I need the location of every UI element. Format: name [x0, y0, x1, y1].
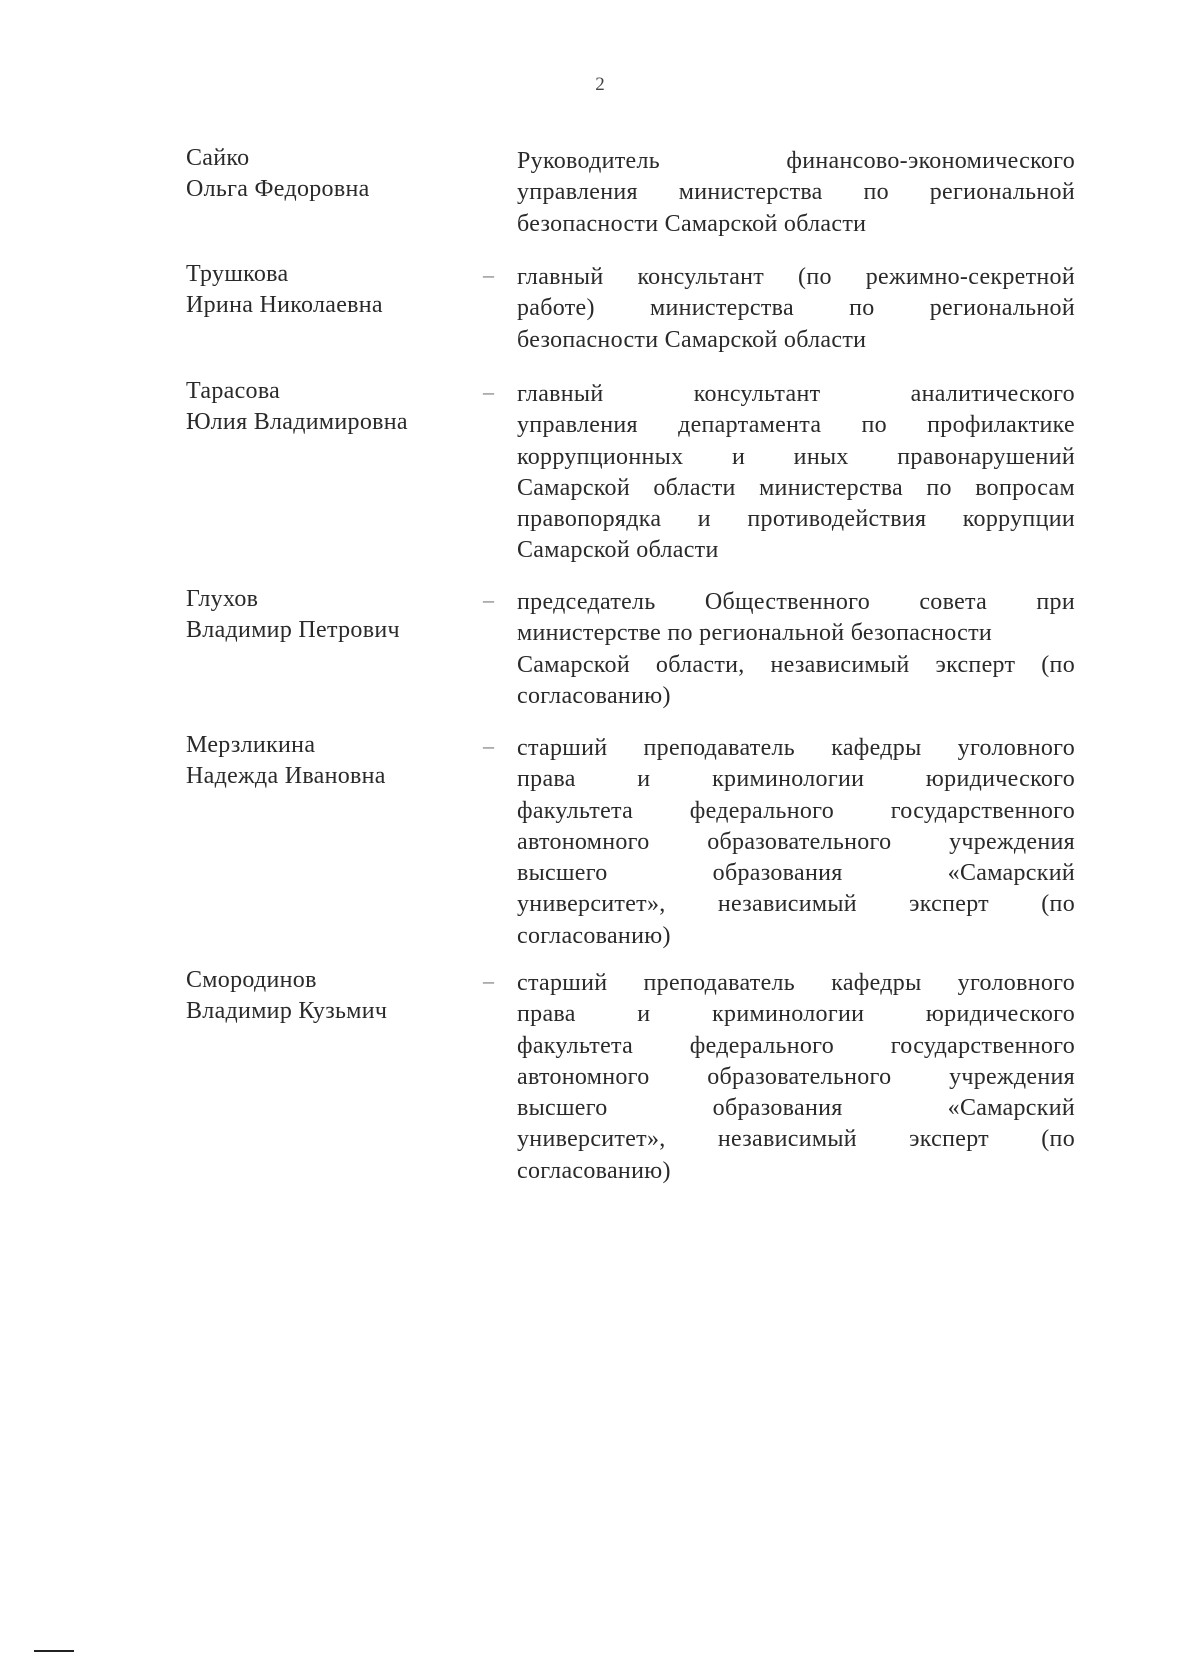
position-line: факультета федерального государственного: [517, 1032, 1075, 1059]
position-line: согласованию): [517, 682, 671, 709]
page-number: 2: [595, 74, 605, 95]
position-line: министерстве по региональной безопасности: [517, 620, 993, 647]
position-line: работе) министерства по региональной: [517, 295, 1075, 322]
member-surname: Трушкова: [186, 261, 289, 287]
position-line: факультета федерального государственного: [517, 797, 1075, 824]
dash-separator: –: [483, 733, 494, 758]
member-surname: Тарасова: [186, 378, 281, 404]
member-given-names: Ольга Федоровна: [186, 176, 370, 202]
position-line: права и криминологии юридического: [517, 1001, 1075, 1028]
position-line: правопорядка и противодействия коррупции: [517, 506, 1075, 533]
dash-separator: –: [483, 587, 494, 612]
position-line: университет», независимый эксперт (по: [517, 891, 1075, 918]
member-given-names: Юлия Владимировна: [186, 409, 408, 435]
member-position: [517, 733, 1075, 952]
member-given-names: Владимир Кузьмич: [186, 998, 388, 1024]
position-line: управления министерства по региональной: [517, 179, 1075, 206]
position-line: автономного образовательного учреждения: [517, 828, 1075, 855]
dash-separator: –: [483, 968, 494, 993]
member-name: [186, 584, 486, 646]
position-line: управления департамента по профилактике: [517, 412, 1075, 439]
position-line: коррупционных и иных правонарушений: [517, 443, 1075, 470]
member-given-names: Ирина Николаевна: [186, 292, 383, 318]
position-line: согласованию): [517, 922, 671, 949]
member-position: [517, 379, 1075, 567]
member-position: [517, 146, 1075, 240]
member-given-names: Надежда Ивановна: [186, 763, 386, 789]
position-line: Руководитель финансово-экономического: [517, 148, 1075, 174]
member-position: [517, 262, 1075, 356]
member-name: [186, 143, 486, 205]
position-line: высшего образования «Самарский: [517, 1095, 1075, 1122]
position-line: главный консультант аналитического: [517, 381, 1075, 407]
member-name: [186, 259, 486, 321]
position-line: председатель Общественного совета при: [517, 589, 1075, 615]
position-line: Самарской области министерства по вопросам: [517, 474, 1075, 501]
member-given-names: Владимир Петрович: [186, 617, 400, 643]
position-line: высшего образования «Самарский: [517, 860, 1075, 887]
member-position: [517, 968, 1075, 1187]
position-line: главный консультант (по режимно-секретной: [517, 264, 1075, 290]
position-line: Самарской области, независимый эксперт (по: [517, 651, 1075, 678]
member-surname: Мерзликина: [186, 732, 316, 758]
member-name: [186, 730, 486, 792]
position-line: Самарской области: [517, 537, 719, 564]
position-line: университет», независимый эксперт (по: [517, 1126, 1075, 1153]
member-name: [186, 965, 486, 1027]
position-line: права и криминологии юридического: [517, 766, 1075, 793]
position-line: старший преподаватель кафедры уголовного: [517, 735, 1075, 761]
dash-separator: –: [483, 379, 494, 404]
margin-mark: [34, 1650, 74, 1652]
position-line: безопасности Самарской области: [517, 210, 867, 237]
position-line: автономного образовательного учреждения: [517, 1063, 1075, 1090]
member-surname: Сайко: [186, 145, 250, 171]
member-position: [517, 587, 1075, 712]
position-line: согласованию): [517, 1157, 671, 1184]
dash-separator: –: [483, 262, 494, 287]
member-name: [186, 376, 486, 438]
member-surname: Смородинов: [186, 967, 317, 993]
position-line: безопасности Самарской области: [517, 326, 867, 353]
member-surname: Глухов: [186, 586, 259, 612]
position-line: старший преподаватель кафедры уголовного: [517, 970, 1075, 996]
